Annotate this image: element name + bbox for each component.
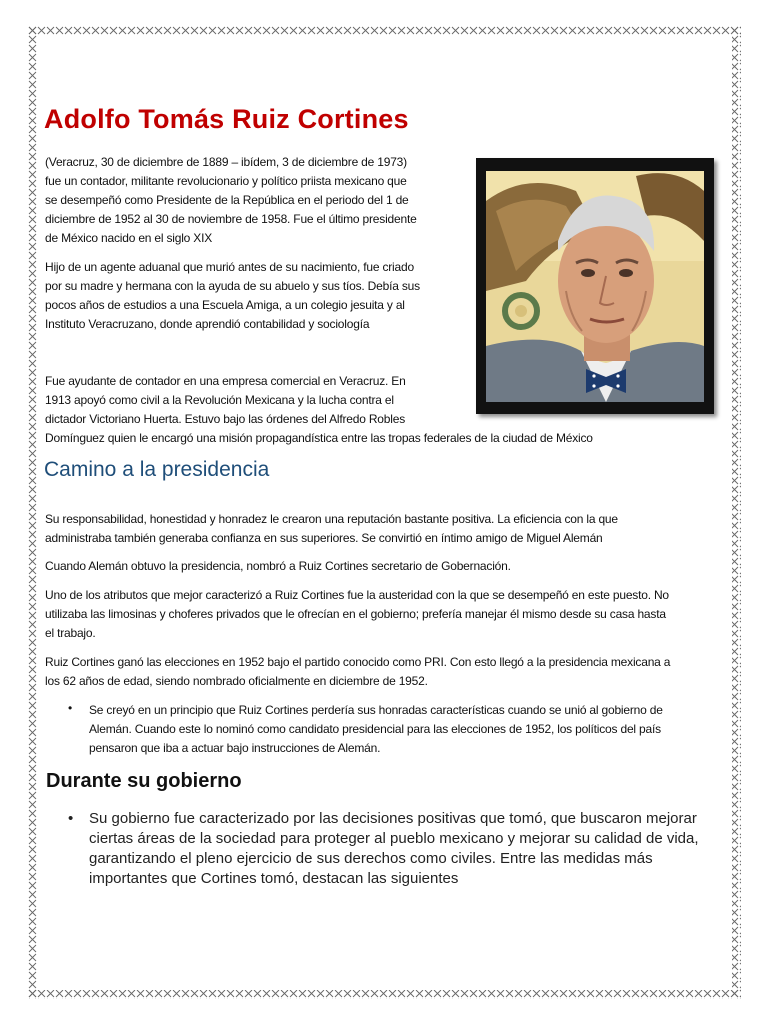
section2-bullet-line: Su gobierno fue caracterizado por las decisiones positivas que tomó, que buscaron mejorar [89, 810, 697, 827]
career-line: dictador Victoriano Huerta. Estuvo bajo las órdenes del Alfredo Robles [45, 412, 405, 426]
section1-line: los 62 años de edad, siendo nombrado oficialmente en diciembre de 1952. [45, 674, 428, 688]
bio-line: Instituto Veracruzano, donde aprendió contabilidad y sociología [45, 317, 370, 331]
section-heading-gobierno: Durante su gobierno [46, 770, 242, 792]
section2-bullet-line: ciertas áreas de la sociedad para proteger al pueblo mexicano y mejorar su calidad de vida, [89, 830, 699, 847]
section1-bullet-line: Alemán. Cuando este lo nominó como candidato presidencial para las elecciones de 1952, los políticos del país [89, 722, 661, 736]
section1-line: Uno de los atributos que mejor caracterizó a Ruiz Cortines fue la austeridad con la que se desempeñó en este puesto. No [45, 588, 669, 602]
bullet-marker: • [68, 701, 73, 715]
bullet-marker: • [68, 810, 74, 827]
bio-line: pocos años de estudios a una Escuela Amiga, a un colegio jesuita y al [45, 298, 405, 312]
section-heading-camino: Camino a la presidencia [44, 458, 270, 481]
intro-line: de México nacido en el siglo XIX [45, 231, 213, 245]
portrait-illustration [486, 171, 704, 402]
section1-line: Su responsabilidad, honestidad y honradez le crearon una reputación bastante positiva. La eficiencia con la que [45, 512, 618, 526]
intro-line: diciembre de 1952 al 30 de noviembre de 1958. Fue el último presidente [45, 212, 417, 226]
section1-bullet-line: Se creyó en un principio que Ruiz Cortines perdería sus honradas características cuando se unió al gobierno de [89, 703, 663, 717]
bio-line: por su madre y hermana con la ayuda de su abuelo y sus tíos. Debía sus [45, 279, 420, 293]
section2-bullet-line: importantes que Cortines tomó, destacan las siguientes [89, 870, 459, 887]
intro-line: se desempeñó como Presidente de la República en el periodo del 1 de [45, 193, 409, 207]
career-line: 1913 apoyó como civil a la Revolución Mexicana y la lucha contra el [45, 393, 394, 407]
section1-line: el trabajo. [45, 626, 96, 640]
intro-line: fue un contador, militante revolucionario y político priista mexicano que [45, 174, 407, 188]
section1-line: Cuando Alemán obtuvo la presidencia, nombró a Ruiz Cortines secretario de Gobernación. [45, 559, 511, 573]
career-line: Fue ayudante de contador en una empresa comercial en Veracruz. En [45, 374, 406, 388]
section1-line: administraba también generaba confianza en sus superiores. Se convirtió en íntimo amigo de Miguel Alemán [45, 531, 603, 545]
bio-line: Hijo de un agente aduanal que murió antes de su nacimiento, fue criado [45, 260, 414, 274]
section1-bullet-line: pensaron que iba a actuar bajo instrucciones de Alemán. [89, 741, 381, 755]
portrait-image [476, 158, 714, 414]
section2-bullet-line: garantizando el pleno ejercicio de sus derechos como civiles. Entre las medidas más [89, 850, 653, 867]
section1-line: utilizaba las limosinas y choferes privados que le ofrecían en el gobierno; prefería manejar él mismo desde su casa hasta [45, 607, 666, 621]
section1-line: Ruiz Cortines ganó las elecciones en 1952 bajo el partido conocido como PRI. Con esto llegó a la presidencia mexicana a [45, 655, 671, 669]
intro-line: (Veracruz, 30 de diciembre de 1889 – ibídem, 3 de diciembre de 1973) [45, 155, 407, 169]
career-line: Domínguez quien le encargó una misión propagandística entre las tropas federales de la ciudad de México [45, 431, 593, 445]
page-title: Adolfo Tomás Ruiz Cortines [44, 104, 409, 134]
